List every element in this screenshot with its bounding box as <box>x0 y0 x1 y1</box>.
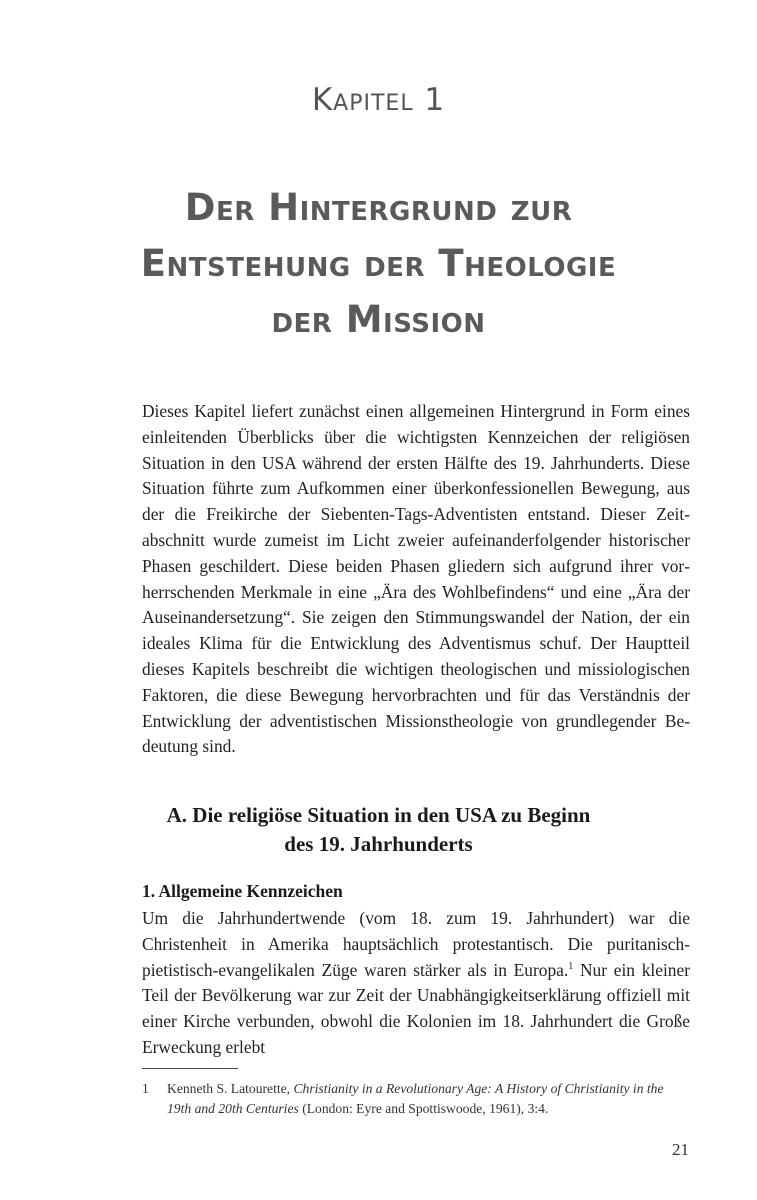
footnote-publication: (London: Eyre and Spottiswoode, 1961), 3:4. <box>298 1101 549 1116</box>
footnote-number: 1 <box>142 1081 149 1096</box>
section-paragraph <box>142 906 690 1061</box>
subsection-heading: 1. Allgemeine Kennzeichen <box>142 881 343 901</box>
chapter-title <box>0 180 757 348</box>
chapter-title-line-2: Entstehung der Theologie <box>140 242 617 285</box>
footnote-divider <box>142 1068 238 1069</box>
footnote-author: Kenneth S. Latourette, <box>167 1081 294 1096</box>
page-number: 21 <box>672 1140 689 1159</box>
footnote-reference[interactable]: 1 <box>568 960 574 972</box>
footnote-text <box>167 1079 690 1119</box>
section-text-part-1: Um die Jahrhundertwende (vom 18. zum 19. Jahrhundert) war die Christenheit in Amerika hauptsächlich protestantisch. Die puritanisch-pietistisch-evangelikalen Züge waren stärker als in Europa. <box>142 908 690 980</box>
chapter-label: Kapitel 1 <box>311 82 446 118</box>
intro-paragraph: Dieses Kapitel liefert zunächst einen allgemeinen Hintergrund in Form eines einleitenden Überblicks über die wichtigsten Kennzeichen der religiösen Situation in den USA während der ersten Hälfte des 19. Jahrhunderts. Diese Situation führte zum Aufkommen einer überkonfessionellen Bewegung, aus der die Freikirche der Siebenten-Tags-Adventisten entstand. Dieser Zeitabschnitt wurde zumeist im Licht zweier aufeinanderfolgender historischer Phasen geschildert. Diese beiden Phasen gliedern sich aufgrund ihrer vorherrschenden Merkmale in eine „Ära des Wohlbefindens“ und eine „Ära der Auseinandersetzung“. Sie zeigen den Stimmungswandel der Nation, der ein ideales Klima für die Entwicklung des Adventismus schuf. Der Hauptteil dieses Kapitels beschreibt die wichtigen theologischen und missiologischen Faktoren, die diese Bewegung hervorbrachten und für das Verständnis der Entwicklung der adventistischen Missionstheologie von grundlegender Bedeutung sind. <box>142 401 690 757</box>
section-heading-line-2: des 19. Jahrhunderts <box>284 832 473 856</box>
footnote <box>142 1079 690 1119</box>
section-heading <box>0 801 757 859</box>
chapter-title-line-1: Der Hintergrund zur <box>184 186 573 229</box>
footnote-book-title: Christianity in a Revolutionary Age: A History of Christianity in the 19th and 20th Centuries <box>167 1081 664 1116</box>
section-text-part-2: Nur ein kleiner Teil der Bevölkerung war zur Zeit der Unabhängigkeitserklärung offiziell mit einer Kirche verbunden, obwohl die Kolonien im 18. Jahrhundert die Große Erweckung erlebt <box>142 959 690 1057</box>
section-heading-line-1: A. Die religiöse Situation in den USA zu Beginn <box>166 803 591 827</box>
chapter-title-line-3: der Mission <box>271 298 486 341</box>
